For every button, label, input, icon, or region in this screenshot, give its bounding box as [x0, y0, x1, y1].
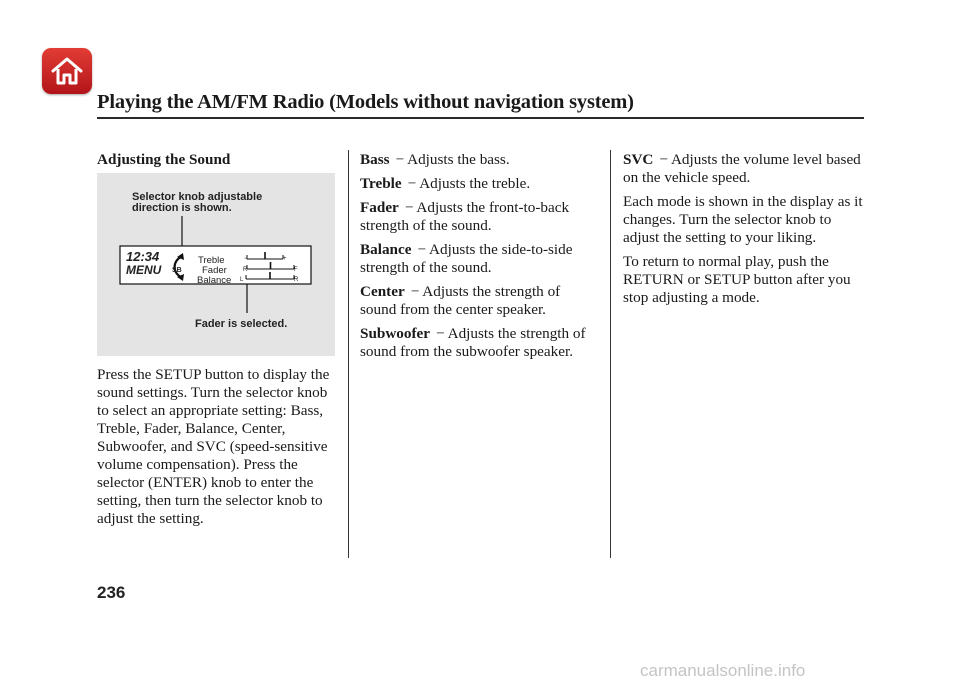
setting-desc: Adjusts the front-to-back strength of the sound.: [360, 199, 570, 234]
section-heading: Adjusting the Sound: [97, 151, 231, 168]
display-row-balance-left: L: [240, 277, 244, 283]
setting-term: Fader: [360, 199, 399, 216]
mode-display-paragraph: Each mode is shown in the display as it changes. Turn the selector knob to adjust the setting to your liking.: [623, 193, 863, 246]
setting-desc: Adjusts the treble.: [419, 175, 531, 192]
setting-desc: Adjusts the volume level based on the vehicle speed.: [623, 151, 861, 186]
setting-term: Balance: [360, 241, 412, 258]
setting-desc: Adjusts the strength of sound from the subwoofer speaker.: [360, 325, 586, 360]
display-row-treble-label: Treble: [198, 255, 225, 266]
setting-desc: Adjusts the bass.: [407, 151, 510, 168]
sound-display-figure: [97, 173, 335, 356]
right-column: [623, 151, 869, 313]
display-menu: MENU: [126, 263, 162, 277]
setting-item-treble: Treble − Adjusts the treble.: [360, 175, 531, 192]
display-row-fader-left: R: [243, 267, 248, 273]
setting-desc: Adjusts the strength of sound from the center speaker.: [360, 283, 561, 318]
display-row-balance-right: R: [294, 277, 299, 283]
title-divider: [97, 117, 864, 119]
setting-item-subwoofer: Subwoofer − Adjusts the strength of sound from the subwoofer speaker.: [360, 325, 586, 360]
setting-term: Bass: [360, 151, 390, 168]
display-row-treble-left: −: [244, 256, 248, 262]
page-title: Playing the AM/FM Radio (Models without navigation system): [97, 91, 634, 113]
display-row-fader-label: Fader: [202, 265, 227, 276]
setting-item-fader: Fader − Adjusts the front-to-back strength of the sound.: [360, 199, 570, 234]
page-number: 236: [97, 583, 126, 602]
figure-caption-bottom: Fader is selected.: [195, 318, 288, 330]
figure-caption-top-line1: Selector knob adjustable: [132, 191, 263, 203]
column-divider-2: [610, 150, 611, 558]
display-row-balance-label: Balance: [197, 275, 232, 286]
setting-term: Subwoofer: [360, 325, 431, 342]
setting-item-svc: SVC − Adjusts the volume level based on the vehicle speed.: [623, 151, 861, 186]
setting-term: Center: [360, 283, 405, 300]
display-clock: 12:34: [126, 249, 160, 264]
setting-item-bass: Bass − Adjusts the bass.: [360, 151, 510, 168]
column-divider-1: [348, 150, 349, 558]
home-button[interactable]: [42, 48, 92, 94]
watermark: carmanualsonline.info: [640, 661, 806, 680]
setting-term: Treble: [360, 175, 402, 192]
sound-instructions: Press the SETUP button to display the sound settings. Turn the selector knob to select an appropriate setting: Bass, Treble, Fader, Balance, Center, Subwoofer, and SVC (speed-sensitive volume compensation). Press the selector (ENTER) knob to enter the setting, then turn the selector knob to adjust the setting.: [97, 366, 330, 527]
setting-item-balance: Balance − Adjusts the side-to-side strength of the sound.: [360, 241, 573, 276]
setting-term: SVC: [623, 151, 654, 168]
home-icon: [50, 55, 84, 87]
return-paragraph: To return to normal play, push the RETURN or SETUP button after you stop adjusting a mode.: [623, 253, 851, 306]
display-mode: SB: [172, 267, 182, 274]
setting-item-center: Center − Adjusts the strength of sound from the center speaker.: [360, 283, 561, 318]
display-row-fader-right: F: [294, 267, 298, 273]
display-row-treble-right: +: [283, 256, 287, 262]
setting-desc: Adjusts the side-to-side strength of the sound.: [360, 241, 573, 276]
middle-column: [360, 151, 596, 367]
figure-caption-top-line2: direction is shown.: [132, 202, 232, 214]
